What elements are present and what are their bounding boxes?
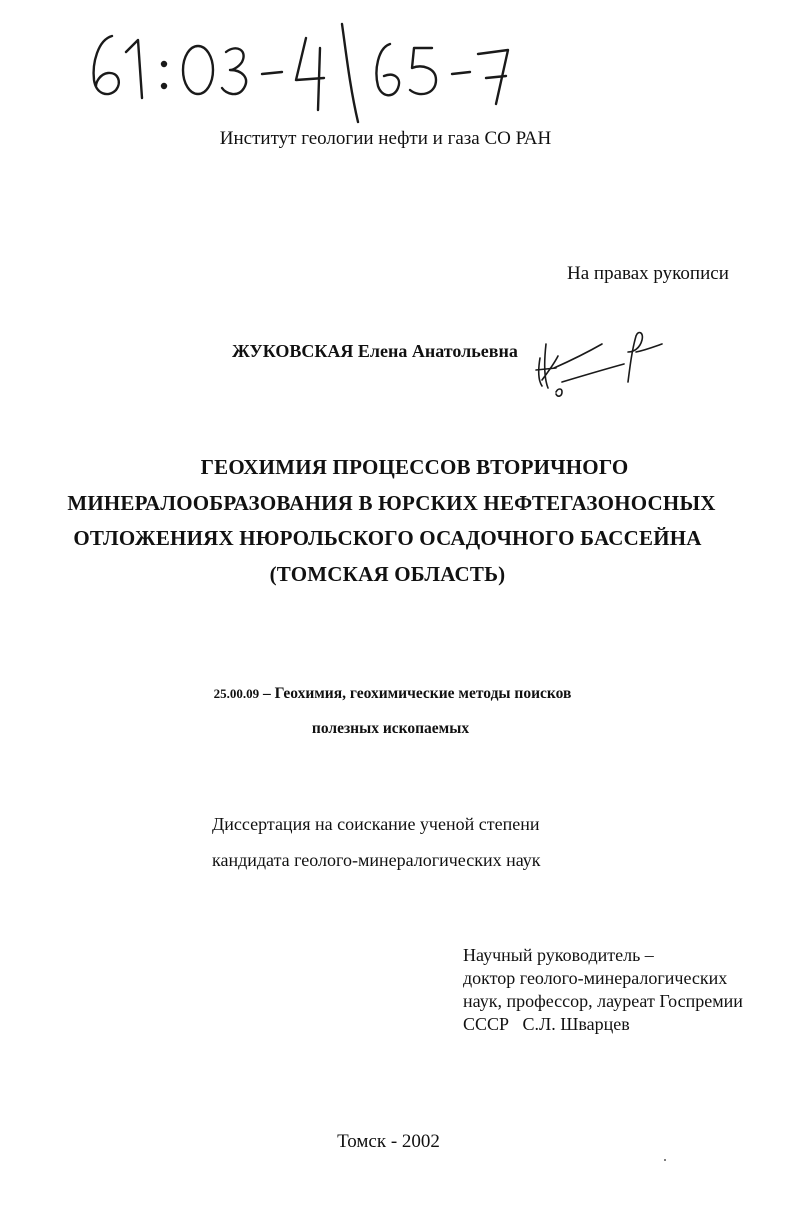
degree-line: кандидата геолого-минералогических наук: [212, 850, 541, 870]
specialty-name: Геохимия, геохимические методы поисков: [274, 685, 572, 702]
dissertation-title: [0, 450, 795, 592]
scan-speck: [664, 1159, 666, 1161]
manuscript-rights-label: На правах рукописи: [567, 263, 729, 284]
title-line: МИНЕРАЛООБРАЗОВАНИЯ В ЮРСКИХ НЕФТЕГАЗОНОСНЫХ: [67, 490, 716, 515]
supervisor-line: СССР С.Л. Шварцев: [463, 1014, 630, 1034]
degree-statement: [212, 806, 541, 878]
handwritten-archive-code: [80, 18, 580, 128]
author-signature: [532, 322, 672, 400]
author-name: ЖУКОВСКАЯ Елена Анатольевна: [232, 341, 518, 361]
supervisor-line: наук, профессор, лауреат Госпремии: [463, 991, 743, 1011]
specialty-separator: –: [259, 685, 275, 702]
specialty-code: 25.00.09: [213, 686, 260, 701]
title-line: ОТЛОЖЕНИЯХ НЮРОЛЬСКОГО ОСАДОЧНОГО БАССЕЙНА: [73, 526, 702, 550]
title-line: ГЕОХИМИЯ ПРОЦЕССОВ ВТОРИЧНОГО: [200, 455, 629, 479]
supervisor-line: доктор геолого-минералогических: [463, 968, 728, 988]
specialty-name-continued: полезных ископаемых: [311, 720, 470, 737]
title-line: (ТОМСКАЯ ОБЛАСТЬ): [269, 561, 506, 586]
specialty-block: [0, 676, 795, 746]
institute-name: Институт геологии нефти и газа СО РАН: [219, 128, 552, 149]
supervisor-line: Научный руководитель –: [463, 945, 654, 965]
degree-line: Диссертация на соискание ученой степени: [212, 814, 540, 834]
supervisor-block: [463, 944, 743, 1036]
city-year: Томск - 2002: [337, 1131, 440, 1152]
